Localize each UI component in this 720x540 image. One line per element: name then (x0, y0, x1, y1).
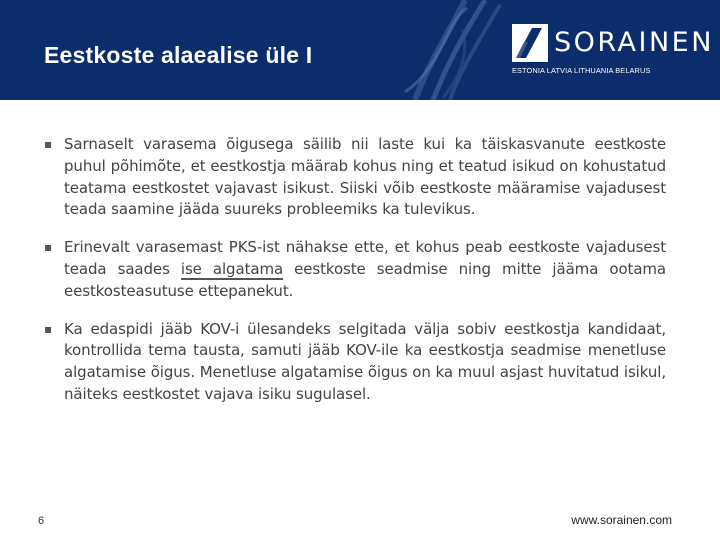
content-body (44, 134, 666, 422)
bullet-text: eestkoste seadmise ning mitte jääma ootama eestkosteasutuse ettepanekut. (64, 259, 667, 300)
bullet-text: Erinevalt varasemast PKS-ist nähakse ette, et kohus peab eestkoste vajadusest teada saades (64, 238, 666, 278)
brand-name: SORAINEN (554, 27, 714, 58)
website-link[interactable]: www.sorainen.com (571, 513, 672, 527)
swirl-decoration-icon (395, 0, 505, 100)
slide-title: Eestkoste alaealise üle I (44, 42, 313, 68)
header-bar (0, 0, 720, 100)
bullet-text: Sarnaselt varasema õigusega säilib nii laste kui ka täiskasvanute eestkoste puhul põhimõte, et eestkostja määrab kohus ning et teatud isikud on kohustatud teatama eestkostet vajavast isikust. Siiski võib eestkoste määramise vajadusest teada saamine jääda suureks probleemiks ka tulevikus. (64, 135, 666, 219)
sorainen-logo-mark-icon (512, 24, 548, 62)
square-bullet-icon: ▪ (44, 240, 53, 255)
brand-logo (512, 24, 714, 62)
bullet-item (44, 134, 666, 221)
bullet-text: Ka edaspidi jääb KOV-i ülesandeks selgitada välja sobiv eestkostja kandidaat, kontrollida tema tausta, samuti jääb KOV-ile ka eestkostja seadmise menetluse algatamise õigus. Menetluse algatamise õigus on ka muul asjast huvitatud isikul, näiteks eestkostet vajava isiku sugulasel. (64, 319, 666, 403)
page-number: 6 (38, 515, 45, 527)
square-bullet-icon: ▪ (44, 321, 53, 336)
square-bullet-icon: ▪ (44, 137, 53, 151)
underlined-text: ise algatama (180, 259, 284, 278)
countries-line: ESTONIA LATVIA LITHUANIA BELARUS (512, 66, 651, 75)
bullet-item (44, 319, 666, 406)
bullet-item (44, 237, 666, 302)
